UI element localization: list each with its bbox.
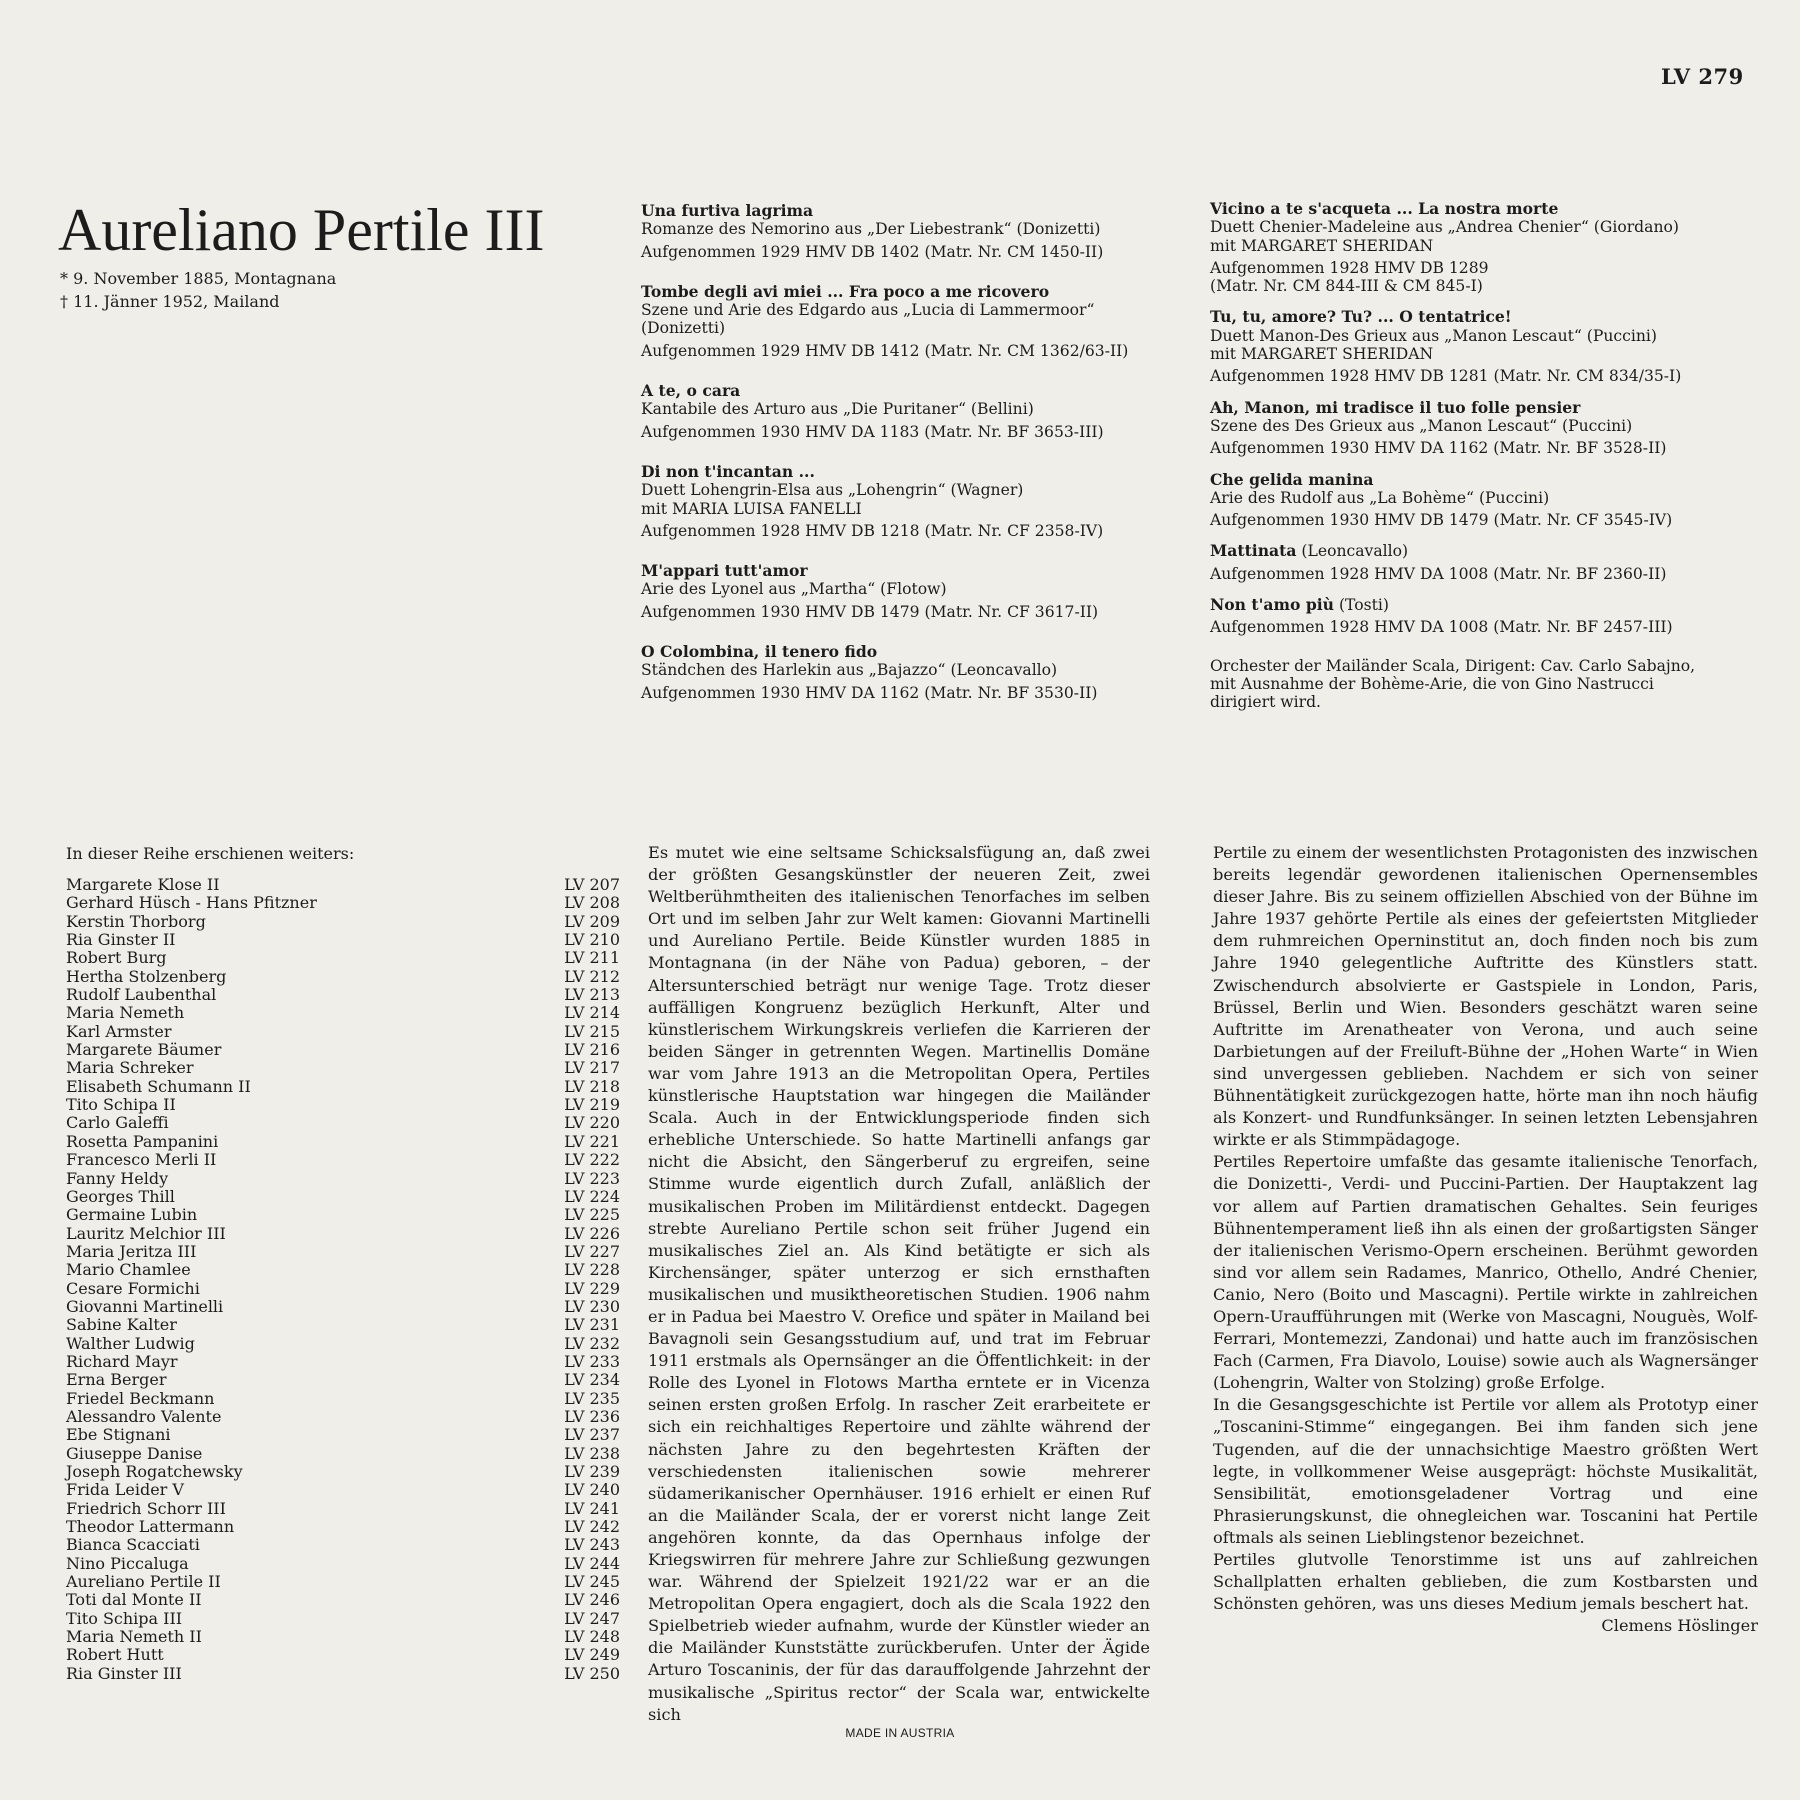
series-row xyxy=(66,1298,620,1316)
series-number: LV 221 xyxy=(564,1131,620,1151)
credits-line: Orchester der Mailänder Scala, Dirigent: Cav. Carlo Sabajno, xyxy=(1210,656,1696,675)
series-row xyxy=(66,1463,620,1481)
track-composer: (Tosti) xyxy=(1334,596,1389,615)
album-title: Aureliano Pertile III xyxy=(58,197,545,263)
series-row xyxy=(66,1518,620,1536)
essay-paragraph: Pertiles glutvolle Tenorstimme ist uns auf zahlreichen Schallplatten erhalten geblieben, die zum Kostbarsten und Schönsten gehören, was uns dieses Medium jemals beschert hat. xyxy=(1213,1550,1758,1614)
series-number: LV 226 xyxy=(564,1223,620,1243)
death-date: † 11. Jänner 1952, Mailand xyxy=(60,292,280,311)
series-row xyxy=(66,1426,620,1444)
series-number: LV 207 xyxy=(564,875,620,894)
track-item xyxy=(1210,200,1770,295)
series-number: LV 237 xyxy=(564,1425,620,1445)
series-artist: Tito Schipa II xyxy=(66,1095,176,1115)
track-recording: Aufgenommen 1928 HMV DA 1008 (Matr. Nr. BF 2360-II) xyxy=(1210,564,1667,583)
series-row xyxy=(66,894,620,912)
series-artist: Fanny Heldy xyxy=(66,1168,169,1188)
series-artist: Ebe Stignani xyxy=(66,1425,171,1445)
series-row xyxy=(66,949,620,967)
series-row xyxy=(66,1591,620,1609)
series-artist: Hertha Stolzenberg xyxy=(66,966,227,986)
series-artist: Maria Nemeth xyxy=(66,1003,185,1023)
track-title: O Colombina, il tenero fido xyxy=(641,642,878,662)
track-description: (Donizetti) xyxy=(641,319,726,338)
series-artist: Giovanni Martinelli xyxy=(66,1296,224,1316)
series-number: LV 218 xyxy=(564,1076,620,1096)
series-row xyxy=(66,968,620,986)
tracklist-left xyxy=(641,202,1181,724)
series-row xyxy=(66,1481,620,1499)
series-row xyxy=(66,1536,620,1554)
series-number: LV 234 xyxy=(564,1370,620,1390)
track-description: Arie des Lyonel aus „Martha“ (Flotow) xyxy=(641,580,947,599)
series-row xyxy=(66,1573,620,1591)
series-row xyxy=(66,913,620,931)
series-artist: Theodor Lattermann xyxy=(66,1517,235,1537)
series-artist: Maria Nemeth II xyxy=(66,1627,202,1647)
series-number: LV 209 xyxy=(564,911,620,931)
track-item xyxy=(1210,399,1770,458)
track-title: Che gelida manina xyxy=(1210,469,1374,489)
series-row xyxy=(66,1408,620,1426)
series-number: LV 248 xyxy=(564,1627,620,1647)
track-title: Vicino a te s'acqueta ... La nostra morte xyxy=(1210,199,1559,218)
track-composer: (Leoncavallo) xyxy=(1296,542,1409,561)
track-recording: (Matr. Nr. CM 844-III & CM 845-I) xyxy=(1210,277,1483,296)
series-row xyxy=(66,931,620,949)
series-artist: Nino Piccaluga xyxy=(66,1553,189,1573)
track-recording: Aufgenommen 1929 HMV DB 1402 (Matr. Nr. CM 1450-II) xyxy=(641,242,1104,261)
credits-line: dirigiert wird. xyxy=(1210,693,1322,712)
series-row xyxy=(66,1170,620,1188)
bio-dates xyxy=(60,267,336,313)
series-number: LV 227 xyxy=(564,1241,620,1261)
track-title: M'appari tutt'amor xyxy=(641,561,808,581)
birth-date: * 9. November 1885, Montagnana xyxy=(60,269,337,288)
catalog-number: LV 279 xyxy=(1661,64,1744,89)
series-artist: Frida Leider V xyxy=(66,1480,184,1500)
track-item xyxy=(1210,542,1770,583)
series-artist: Erna Berger xyxy=(66,1370,167,1390)
series-artist: Aureliano Pertile II xyxy=(66,1572,221,1592)
series-number: LV 246 xyxy=(564,1590,620,1610)
series-row xyxy=(66,1004,620,1022)
track-title: Mattinata xyxy=(1210,541,1297,561)
series-row xyxy=(66,1371,620,1389)
track-description: mit MARIA LUISA FANELLI xyxy=(641,499,862,518)
series-number: LV 225 xyxy=(564,1205,620,1225)
series-artist: Maria Jeritza III xyxy=(66,1241,197,1261)
series-artist: Walther Ludwig xyxy=(66,1333,195,1353)
series-number: LV 216 xyxy=(564,1040,620,1060)
series-artist: Tito Schipa III xyxy=(66,1608,183,1628)
series-number: LV 222 xyxy=(564,1150,620,1170)
series-artist: Bianca Scacciati xyxy=(66,1535,200,1555)
credits-line: mit Ausnahme der Bohème-Arie, die von Gino Nastrucci xyxy=(1210,674,1654,693)
track-item xyxy=(641,643,1181,702)
series-list xyxy=(66,844,620,1683)
series-number: LV 208 xyxy=(564,893,620,913)
series-number: LV 243 xyxy=(564,1535,620,1555)
track-title: Non t'amo più xyxy=(1210,595,1334,615)
track-recording: Aufgenommen 1928 HMV DB 1218 (Matr. Nr. CF 2358-IV) xyxy=(641,521,1104,540)
track-heading xyxy=(1210,200,1770,218)
series-artist: Robert Burg xyxy=(66,948,167,968)
series-artist: Robert Hutt xyxy=(66,1645,164,1665)
orchestra-credits xyxy=(1210,657,1770,712)
series-artist: Gerhard Hüsch - Hans Pfitzner xyxy=(66,893,317,913)
series-artist: Lauritz Melchior III xyxy=(66,1223,226,1243)
series-number: LV 230 xyxy=(564,1296,620,1316)
series-row xyxy=(66,1023,620,1041)
series-artist: Giuseppe Danise xyxy=(66,1443,203,1463)
series-number: LV 220 xyxy=(564,1113,620,1133)
series-row xyxy=(66,1188,620,1206)
track-heading xyxy=(1210,596,1770,614)
series-row xyxy=(66,1261,620,1279)
series-row xyxy=(66,1243,620,1261)
series-number: LV 214 xyxy=(564,1003,620,1023)
series-heading: In dieser Reihe erschienen weiters: xyxy=(66,844,355,863)
essay-paragraph: In die Gesangsgeschichte ist Pertile vor allem als Prototyp einer „Toscanini-Stimme“ eingegangen. Bei ihm fanden sich jene Tugenden, auf die der unnachsichtige Maestro größten Wert legte, in vollkommener Weise ausgeprägt: höchste Musikalität, Sensibilität, emotionsgeladener Vortrag und eine Phrasierungskunst, die ohnegleichen war. Toscanini hat Pertile oftmals als seinen Lieblingstenor bezeichnet. xyxy=(1213,1395,1758,1547)
series-artist: Margarete Bäumer xyxy=(66,1040,222,1060)
essay-paragraph: Pertile zu einem der wesentlichsten Protagonisten des inzwischen bereits legendär gewordenen italienischen Opernensembles dieser Jahre. Bis zu seinem offiziellen Abschied von der Bühne im Jahre 1937 gehörte Pertile als eines der gefeiertsten Mitglieder dem ruhmreichen Operninstitut an, doch finden noch bis zum Jahre 1940 gelegentliche Auftritte des Künstlers statt. Zwischendurch absolvierte er Gastspiele in London, Paris, Brüssel, Berlin und Wien. Besonders geschätzt waren seine Auftritte im Arenatheater von Verona, und auch seine Darbietungen auf der Freiluft-Bühne der „Hohen Warte“ in Wien sind unvergessen geblieben. Nachdem er sich von seiner Bühnentätigkeit zurückgezogen hatte, hörte man ihn noch häufig als Konzert- und Rundfunksänger. In seinen letzten Lebensjahren wirkte er als Stimmpädagoge. xyxy=(1213,843,1758,1150)
series-row xyxy=(66,1225,620,1243)
tracklist-right xyxy=(1210,200,1770,712)
series-artist: Alessandro Valente xyxy=(66,1406,222,1426)
track-description: mit MARGARET SHERIDAN xyxy=(1210,236,1434,255)
essay-column-2 xyxy=(1213,842,1758,1637)
series-row xyxy=(66,1041,620,1059)
series-artist: Ria Ginster II xyxy=(66,930,176,950)
track-description: Duett Chenier-Madeleine aus „Andrea Chenier“ (Giordano) xyxy=(1210,218,1679,237)
series-number: LV 229 xyxy=(564,1278,620,1298)
series-row xyxy=(66,1151,620,1169)
series-row xyxy=(66,1628,620,1646)
series-row xyxy=(66,1078,620,1096)
track-item xyxy=(641,382,1181,441)
track-title: Una furtiva lagrima xyxy=(641,201,814,220)
series-number: LV 211 xyxy=(564,948,620,968)
series-number: LV 241 xyxy=(564,1498,620,1518)
series-row xyxy=(66,1500,620,1518)
series-artist: Elisabeth Schumann II xyxy=(66,1076,251,1096)
series-artist: Germaine Lubin xyxy=(66,1205,198,1225)
series-number: LV 233 xyxy=(564,1351,620,1371)
series-number: LV 242 xyxy=(564,1517,620,1537)
series-row xyxy=(66,1445,620,1463)
series-number: LV 239 xyxy=(564,1462,620,1481)
series-number: LV 245 xyxy=(564,1572,620,1592)
made-in-footer: MADE IN AUSTRIA xyxy=(845,1726,955,1740)
track-recording: Aufgenommen 1928 HMV DB 1281 (Matr. Nr. CM 834/35-I) xyxy=(1210,367,1682,386)
series-artist: Friedel Beckmann xyxy=(66,1388,215,1408)
series-row xyxy=(66,1114,620,1132)
track-heading xyxy=(1210,542,1770,560)
track-title: Di non t'incantan ... xyxy=(641,461,815,481)
series-artist: Kerstin Thorborg xyxy=(66,911,206,931)
essay-author: Clemens Höslinger xyxy=(1601,1616,1758,1636)
series-number: LV 250 xyxy=(564,1663,620,1683)
series-row xyxy=(66,1353,620,1371)
series-number: LV 240 xyxy=(564,1480,620,1500)
series-row xyxy=(66,1646,620,1664)
series-number: LV 238 xyxy=(564,1443,620,1463)
track-title: Ah, Manon, mi tradisce il tuo folle pensier xyxy=(1210,397,1581,417)
series-row xyxy=(66,986,620,1004)
series-artist: Mario Chamlee xyxy=(66,1260,191,1280)
track-recording: Aufgenommen 1930 HMV DA 1183 (Matr. Nr. BF 3653-III) xyxy=(641,422,1104,441)
essay-paragraph: Pertiles Repertoire umfaßte das gesamte italienische Tenorfach, die Donizetti-, Verdi- und Puccini-Partien. Der Hauptakzent lag vor allem auf Partien dramatischen Gehaltes. Sein feuriges Bühnentemperament ließ ihn als einen der großartigsten Sänger der italienischen Verismo-Opern erscheinen. Berühmt geworden sind vor allem sein Radames, Manrico, Othello, André Chenier, Canio, Nero (Boito und Mascagni). Pertile wirkte in zahlreichen Opern-Uraufführungen mit (Werke von Mascagni, Nouguès, Wolf-Ferrari, Montemezzi, Zandonai) und hatte auch im französischen Fach (Carmen, Fra Diavolo, Louise) sowie auch als Wagnersänger (Lohengrin, Walter von Stolzing) große Erfolge. xyxy=(1213,1152,1758,1393)
series-number: LV 236 xyxy=(564,1406,620,1426)
series-number: LV 231 xyxy=(564,1315,620,1335)
series-number: LV 212 xyxy=(564,966,620,986)
track-item xyxy=(1210,596,1770,637)
essay-column-1 xyxy=(648,842,1150,1726)
track-heading xyxy=(1210,471,1770,489)
series-row xyxy=(66,1316,620,1334)
series-artist: Rudolf Laubenthal xyxy=(66,985,217,1005)
track-description: mit MARGARET SHERIDAN xyxy=(1210,345,1434,364)
series-row xyxy=(66,876,620,894)
track-heading xyxy=(1210,399,1770,417)
series-number: LV 247 xyxy=(564,1608,620,1628)
series-row xyxy=(66,1096,620,1114)
track-description: Szene des Des Grieux aus „Manon Lescaut“ (Puccini) xyxy=(1210,416,1633,435)
series-number: LV 223 xyxy=(564,1168,620,1188)
track-recording: Aufgenommen 1928 HMV DB 1289 xyxy=(1210,258,1489,277)
series-row xyxy=(66,1133,620,1151)
series-number: LV 210 xyxy=(564,930,620,950)
series-number: LV 215 xyxy=(564,1021,620,1041)
series-number: LV 232 xyxy=(564,1333,620,1353)
track-description: Romanze des Nemorino aus „Der Liebestrank“ (Donizetti) xyxy=(641,220,1101,239)
track-recording: Aufgenommen 1930 HMV DB 1479 (Matr. Nr. CF 3617-II) xyxy=(641,602,1099,621)
series-artist: Sabine Kalter xyxy=(66,1315,177,1335)
track-description: Ständchen des Harlekin aus „Bajazzo“ (Leoncavallo) xyxy=(641,661,1058,680)
track-recording: Aufgenommen 1928 HMV DA 1008 (Matr. Nr. BF 2457-III) xyxy=(1210,618,1673,637)
series-artist: Richard Mayr xyxy=(66,1351,178,1371)
series-row xyxy=(66,1280,620,1298)
track-title: A te, o cara xyxy=(641,381,741,401)
track-recording: Aufgenommen 1929 HMV DB 1412 (Matr. Nr. CM 1362/63-II) xyxy=(641,341,1129,360)
track-recording: Aufgenommen 1930 HMV DA 1162 (Matr. Nr. BF 3528-II) xyxy=(1210,439,1667,458)
series-artist: Karl Armster xyxy=(66,1021,172,1041)
series-artist: Margarete Klose II xyxy=(66,875,220,894)
series-row xyxy=(66,1610,620,1628)
series-artist: Joseph Rogatchewsky xyxy=(66,1462,243,1481)
track-item xyxy=(641,463,1181,540)
track-description: Arie des Rudolf aus „La Bohème“ (Puccini) xyxy=(1210,488,1550,507)
series-number: LV 224 xyxy=(564,1186,620,1206)
series-row xyxy=(66,1335,620,1353)
track-heading xyxy=(1210,308,1770,326)
series-row xyxy=(66,1390,620,1408)
series-row xyxy=(66,1555,620,1573)
series-number: LV 249 xyxy=(564,1645,620,1665)
track-title: Tu, tu, amore? Tu? ... O tentatrice! xyxy=(1210,307,1512,327)
series-artist: Rosetta Pampanini xyxy=(66,1131,219,1151)
series-artist: Friedrich Schorr III xyxy=(66,1498,226,1518)
series-number: LV 217 xyxy=(564,1058,620,1078)
series-artist: Ria Ginster III xyxy=(66,1663,182,1683)
track-description: Kantabile des Arturo aus „Die Puritaner“ (Bellini) xyxy=(641,400,1034,419)
series-row xyxy=(66,1059,620,1077)
series-row xyxy=(66,1665,620,1683)
track-item xyxy=(641,562,1181,621)
track-item xyxy=(641,283,1181,360)
essay-paragraph: Es mutet wie eine seltsame Schicksalsfügung an, daß zwei der größten Gesangskünstler der neueren Zeit, zwei Weltberühmtheiten des italienischen Tenorfaches im selben Ort und im selben Jahr zur Welt kamen: Giovanni Martinelli und Aureliano Pertile. Beide Künstler wurden 1885 in Montagnana (in der Nähe von Padua) geboren, – der Altersunterschied beträgt nur wenige Tage. Trotz dieser auffälligen Kongruenz bezüglich Herkunft, Alter und künstlerischem Wirkungskreis verliefen die Karrieren der beiden Sänger in getrennten Wegen. Martinellis Domäne war vom Jahre 1913 an die Metropolitan Opera, Pertiles künstlerische Hauptstation war hingegen die Mailänder Scala. Auch in der Entwicklungsperiode finden sich erhebliche Unterschiede. So hatte Martinelli anfangs gar nicht die Absicht, den Sängerberuf zu ergreifen, seine Stimme wurde eigentlich durch Zufall, anläßlich der musikalischen Proben im Militärdienst entdeckt. Dagegen strebte Aureliano Pertile schon seit früher Jugend ein musikalisches Ziel an. Als Kind betätigte er sich als Kirchensänger, später unterzog er sich ernsthaften musikalischen und musiktheoretischen Studien. 1906 nahm er in Padua bei Maestro V. Orefice und später in Mailand bei Bavagnoli sein Gesangsstudium auf, und trat im Februar 1911 erstmals als Opernsänger an die Öffentlichkeit: in der Rolle des Lyonel in Flotows Martha erntete er in Vicenza seinen ersten großen Erfolg. In rascher Zeit erarbeitete er sich ein reichhaltiges Repertoire und zählte während der nächsten Jahre zu den begehrtesten Kräften der verschiedensten italienischen sowie mehrerer südamerikanischer Opernhäuser. 1916 erhielt er einen Ruf an die Mailänder Scala, der er vorerst nicht lange Zeit angehören konnte, da das Opernhaus infolge der Kriegswirren für mehrere Jahre zur Schließung gezwungen war. Während der Spielzeit 1921/22 war er an die Metropolitan Opera engagiert, doch als die Scala 1922 den Spielbetrieb wieder aufnahm, wurde der Künstler wieder an die Mailänder Kunststätte zurückberufen. Unter der Ägide Arturo Toscaninis, der für das darauffolgende Jahrzehnt der musikalische „Spiritus rector“ der Scala war, entwickelte sich xyxy=(648,843,1150,1724)
series-artist: Francesco Merli II xyxy=(66,1150,217,1170)
series-number: LV 244 xyxy=(564,1553,620,1573)
series-artist: Carlo Galeffi xyxy=(66,1113,169,1133)
track-item xyxy=(1210,308,1770,385)
series-artist: Maria Schreker xyxy=(66,1058,194,1078)
track-item xyxy=(1210,471,1770,530)
track-description: Duett Manon-Des Grieux aus „Manon Lescaut“ (Puccini) xyxy=(1210,326,1657,345)
series-artist: Toti dal Monte II xyxy=(66,1590,202,1610)
track-title: Tombe degli avi miei ... Fra poco a me ricovero xyxy=(641,281,1050,301)
track-description: Duett Lohengrin-Elsa aus „Lohengrin“ (Wagner) xyxy=(641,481,1024,500)
series-number: LV 228 xyxy=(564,1260,620,1280)
track-item xyxy=(641,202,1181,261)
series-artist: Georges Thill xyxy=(66,1186,175,1206)
series-number: LV 213 xyxy=(564,985,620,1005)
track-description: Szene und Arie des Edgardo aus „Lucia di Lammermoor“ xyxy=(641,301,1095,320)
series-artist: Cesare Formichi xyxy=(66,1278,200,1298)
series-row xyxy=(66,1206,620,1224)
track-recording: Aufgenommen 1930 HMV DB 1479 (Matr. Nr. CF 3545-IV) xyxy=(1210,511,1673,530)
series-number: LV 219 xyxy=(564,1095,620,1115)
track-recording: Aufgenommen 1930 HMV DA 1162 (Matr. Nr. BF 3530-II) xyxy=(641,683,1098,702)
series-number: LV 235 xyxy=(564,1388,620,1408)
